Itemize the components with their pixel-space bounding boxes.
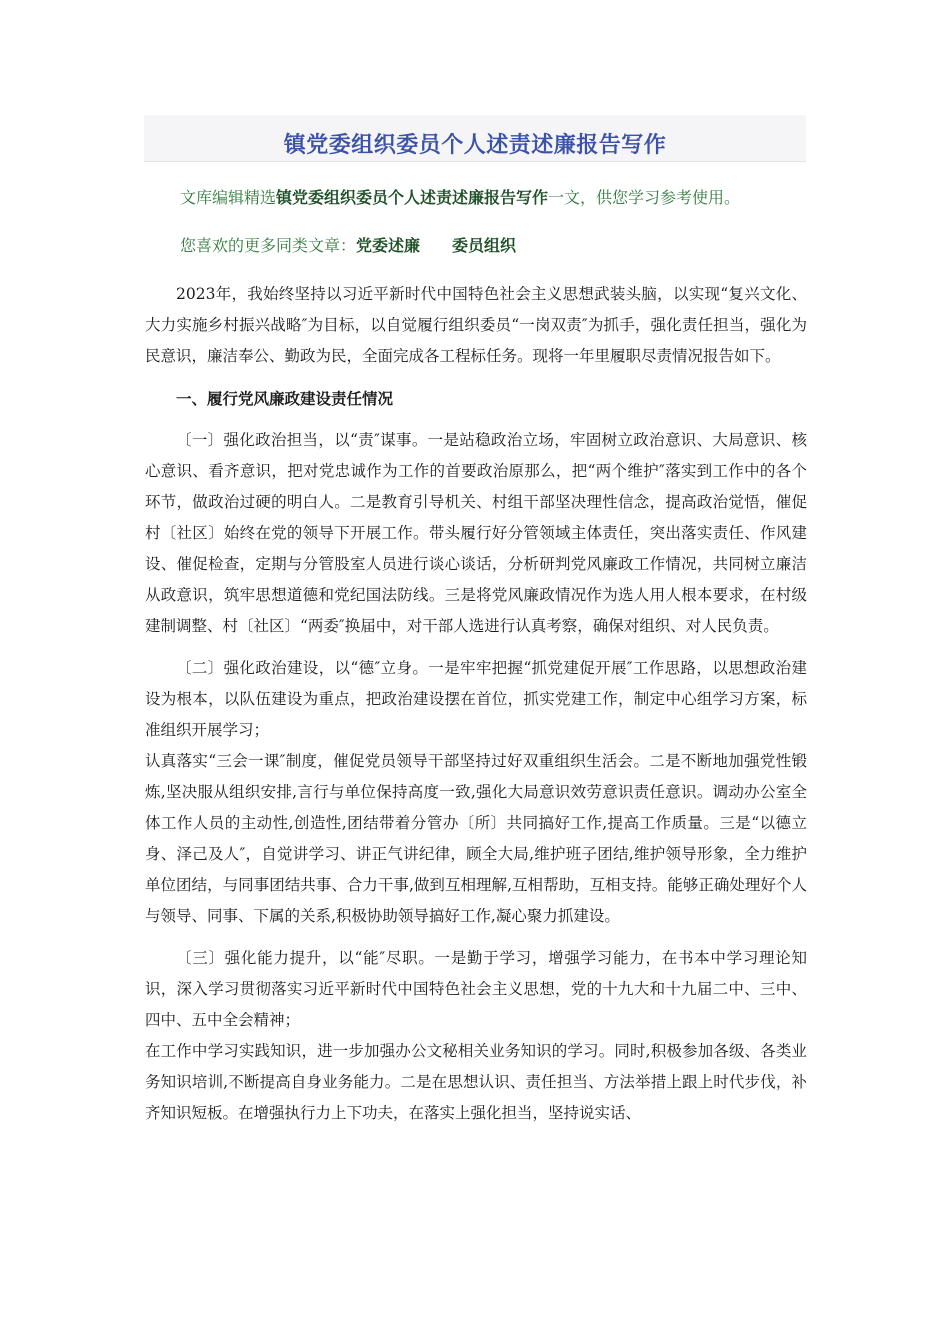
paragraph-section-2-cont: 认真落实“三会一课″制度，催促党员领导干部坚持过好双重组织生活会。二是不断地加强党性锻炼,坚决服从组织安排,言行与单位保持高度一致,强化大局意识效劳意识责任意识。调动办公室全体工作人员的主动性,创造性,团结带着分管办〔所〕共同搞好工作,提高工作质量。三是“以德立身、泽己及人″，自觉讲学习、讲正气讲纪律，顾全大局,维护班子团结,维护领导形象，全力维护单位团结，与同事团结共事、合力干事,做到互相理解,互相帮助，互相支持。能够正确处理好个人与领导、同事、下属的关系,积极协助领导搞好工作,凝心聚力抓建设。 xyxy=(145,752,807,925)
intro-line xyxy=(180,186,800,210)
section-heading: 一、履行党风廉政建设责任情况 xyxy=(176,389,394,408)
title-bar xyxy=(144,115,806,162)
intro-prefix: 文库编辑精选 xyxy=(180,188,277,207)
intro-bold-title: 镇党委组织委员个人述责述廉报告写作 xyxy=(276,188,549,207)
page-title: 镇党委组织委员个人述责述廉报告写作 xyxy=(283,133,667,158)
intro-suffix: 一文，供您学习参考使用。 xyxy=(548,188,741,207)
paragraph-intro: 2023年，我始终坚持以习近平新时代中国特色社会主义思想武装头脑，以实现“复兴文化、大力实施乡村振兴战略″为目标，以自觉履行组织委员“一岗双责″为抓手，强化责任担当，强化为民意识，廉洁奉公、勤政为民，全面完成各工程标任务。现将一年里履职尽责情况报告如下。 xyxy=(145,285,807,365)
related-link-2[interactable]: 委员组织 xyxy=(452,236,517,255)
paragraph-section-3-cont: 在工作中学习实践知识，进一步加强办公文秘相关业务知识的学习。同时,积极参加各级、各类业务知识培训,不断提高自身业务能力。二是在思想认识、责任担当、方法举措上跟上时代步伐，补齐知识短板。在增强执行力上下功夫，在落实上强化担当，坚持说实话、 xyxy=(145,1042,807,1122)
paragraph-section-3: 〔三〕强化能力提升，以“能″尽职。一是勤于学习，增强学习能力，在书本中学习理论知识，深入学习贯彻落实习近平新时代中国特色社会主义思想，党的十九大和十九届二中、三中、四中、五中全会精神； xyxy=(145,949,807,1029)
paragraph-section-2: 〔二〕强化政治建设，以“德″立身。一是牢牢把握“抓党建促开展″工作思路，以思想政治建设为根本，以队伍建设为重点，把政治建设摆在首位，抓实党建工作，制定中心组学习方案，标准组织开展学习； xyxy=(145,659,807,739)
paragraph-section-1: 〔一〕强化政治担当，以“责″谋事。一是站稳政治立场，牢固树立政治意识、大局意识、核心意识、看齐意识，把对党忠诚作为工作的首要政治原那么，把“两个维护″落实到工作中的各个环节，做政治过硬的明白人。二是教育引导机关、村组干部坚决理性信念，提高政治觉悟，催促村〔社区〕始终在党的领导下开展工作。带头履行好分管领域主体责任，突出落实责任、作风建设、催促检查，定期与分管股室人员进行谈心谈话，分析研判党风廉政工作情况，共同树立廉洁从政意识，筑牢思想道德和党纪国法防线。三是将党风廉政情况作为选人用人根本要求，在村级建制调整、村〔社区〕“两委″换届中，对干部人选进行认真考察，确保对组织、对人民负责。 xyxy=(145,431,807,635)
related-label: 您喜欢的更多同类文章： xyxy=(180,236,357,255)
related-articles xyxy=(180,234,800,258)
related-link-1[interactable]: 党委述廉 xyxy=(356,236,421,255)
document-body xyxy=(145,279,807,1129)
